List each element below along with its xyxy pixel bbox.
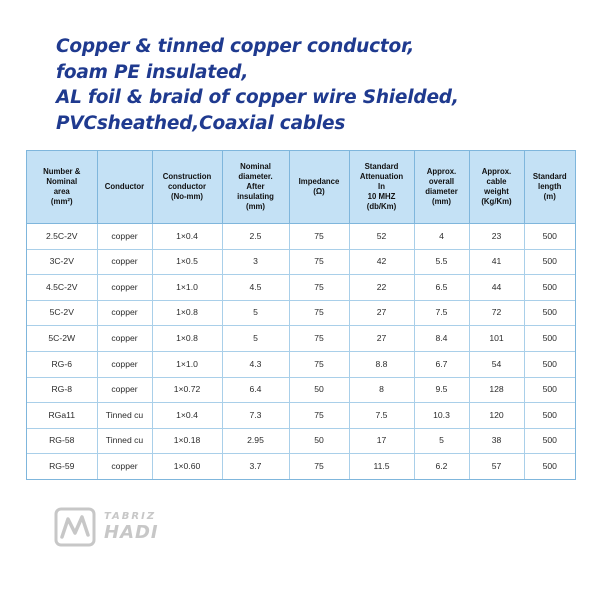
table-cell: 50	[289, 377, 349, 403]
table-cell: 27	[349, 300, 414, 326]
column-header-line: diameter	[425, 187, 458, 196]
table-cell: 3	[222, 249, 289, 275]
column-header-line: diameter.	[238, 172, 273, 181]
column-header-line: (mm)	[431, 197, 452, 206]
table-cell: 4	[414, 224, 469, 250]
column-header-line: (db/Km)	[366, 202, 397, 211]
table-cell: 8.4	[414, 326, 469, 352]
column-header-line: 10 MHZ	[367, 192, 396, 201]
column-header	[469, 151, 524, 224]
table-cell: copper	[97, 454, 152, 479]
table-cell: 5C-2W	[27, 326, 97, 352]
table-cell: 1×0.4	[152, 403, 222, 429]
column-header	[524, 151, 575, 224]
table-cell: copper	[97, 249, 152, 275]
table-cell: 41	[469, 249, 524, 275]
table-cell: copper	[97, 224, 152, 250]
column-header	[27, 151, 97, 224]
table-cell: 22	[349, 275, 414, 301]
table-cell: 4.5	[222, 275, 289, 301]
logo-mark-icon	[54, 507, 96, 547]
table-cell: 7.5	[349, 403, 414, 429]
table-cell: 6.7	[414, 351, 469, 377]
table-cell: 8.8	[349, 351, 414, 377]
column-header-line: Attenuation	[359, 172, 404, 181]
table-cell: RGa11	[27, 403, 97, 429]
brand-logo	[54, 507, 184, 547]
column-header-line: Impedance	[298, 177, 340, 186]
column-header-line: Conductor	[104, 182, 145, 191]
column-header-line: cable	[486, 177, 507, 186]
table-cell: 6.5	[414, 275, 469, 301]
table-cell: 6.4	[222, 377, 289, 403]
table-cell: 2.5C-2V	[27, 224, 97, 250]
table-cell: 3C-2V	[27, 249, 97, 275]
table-header-row	[27, 151, 575, 224]
column-header-line: weight	[484, 187, 509, 196]
column-header-line: Nominal	[240, 162, 271, 171]
column-header-line: (No-mm)	[170, 192, 204, 201]
table-cell: 1×0.18	[152, 428, 222, 454]
table-cell: 4.3	[222, 351, 289, 377]
table-cell: 128	[469, 377, 524, 403]
table-cell: 5	[222, 300, 289, 326]
table-cell: 1×0.8	[152, 300, 222, 326]
title-line: AL foil & braid of copper wire Shielded,	[56, 87, 459, 108]
table-cell: 1×0.5	[152, 249, 222, 275]
column-header-line: (Ω)	[313, 187, 325, 196]
table-cell: copper	[97, 326, 152, 352]
table-cell: 120	[469, 403, 524, 429]
table-cell: 4.5C-2V	[27, 275, 97, 301]
table-cell: 7.5	[414, 300, 469, 326]
column-header-line: overall	[428, 177, 455, 186]
table-cell: Tinned cu	[97, 428, 152, 454]
column-header-line: Standard	[364, 162, 399, 171]
spec-table-container	[26, 150, 576, 480]
table-cell: 54	[469, 351, 524, 377]
table-cell: 6.2	[414, 454, 469, 479]
table-row	[27, 351, 575, 377]
table-cell: 57	[469, 454, 524, 479]
table-cell: 500	[524, 300, 575, 326]
table-cell: RG-8	[27, 377, 97, 403]
table-cell: 75	[289, 275, 349, 301]
table-cell: 500	[524, 428, 575, 454]
column-header-line: (m)	[543, 192, 556, 201]
page-title	[56, 34, 586, 136]
title-line: PVCsheathed,Coaxial cables	[56, 112, 346, 134]
column-header	[222, 151, 289, 224]
table-cell: 75	[289, 326, 349, 352]
table-cell: 1×1.0	[152, 351, 222, 377]
column-header-line: insulating	[237, 192, 274, 201]
column-header	[289, 151, 349, 224]
table-row	[27, 300, 575, 326]
table-cell: 5	[414, 428, 469, 454]
table-cell: 3.7	[222, 454, 289, 479]
table-cell: 75	[289, 403, 349, 429]
table-cell: 7.3	[222, 403, 289, 429]
table-row	[27, 249, 575, 275]
column-header-line: Number &	[43, 167, 81, 176]
table-cell: 500	[524, 275, 575, 301]
table-cell: 72	[469, 300, 524, 326]
table-row	[27, 326, 575, 352]
table-cell: 500	[524, 351, 575, 377]
table-cell: 1×0.4	[152, 224, 222, 250]
table-cell: 9.5	[414, 377, 469, 403]
table-cell: 5.5	[414, 249, 469, 275]
column-header-line: Construction	[162, 172, 212, 181]
table-cell: 500	[524, 326, 575, 352]
table-cell: copper	[97, 275, 152, 301]
table-cell: 500	[542, 460, 557, 471]
logo-text	[104, 511, 159, 543]
table-cell: copper	[97, 377, 152, 403]
column-header	[152, 151, 222, 224]
table-cell: 500	[524, 377, 575, 403]
table-cell: 500	[524, 403, 575, 429]
column-header	[97, 151, 152, 224]
table-row	[27, 224, 575, 250]
table-cell: 8	[349, 377, 414, 403]
table-cell: 2.95	[222, 428, 289, 454]
table-cell: Tinned cu	[97, 403, 152, 429]
table-cell: 42	[349, 249, 414, 275]
column-header-line: After	[246, 182, 265, 191]
table-cell: RG-58	[27, 428, 97, 454]
table-cell: 23	[469, 224, 524, 250]
table-cell: 1×0.60	[152, 454, 222, 479]
column-header-line: (mm²)	[50, 197, 73, 206]
table-cell: 27	[349, 326, 414, 352]
table-cell: 5	[222, 326, 289, 352]
title-line: Copper & tinned copper conductor,	[56, 36, 415, 57]
table-cell: 52	[349, 224, 414, 250]
table-cell: 5C-2V	[27, 300, 97, 326]
table-cell: 75	[289, 454, 349, 479]
table-row	[27, 428, 575, 454]
title-line: foam PE insulated,	[56, 61, 249, 83]
table-cell: copper	[97, 351, 152, 377]
table-cell: 500	[524, 249, 575, 275]
table-row	[27, 275, 575, 301]
column-header-line: Approx.	[426, 167, 457, 176]
column-header-line: Standard	[532, 172, 567, 181]
table-cell: 75	[289, 351, 349, 377]
table-cell: 44	[469, 275, 524, 301]
column-header	[414, 151, 469, 224]
table-cell: 101	[469, 326, 524, 352]
column-header-line: Approx.	[481, 167, 512, 176]
spec-table	[27, 151, 575, 479]
table-row	[27, 377, 575, 403]
table-cell: 10.3	[414, 403, 469, 429]
table-row	[27, 403, 575, 429]
column-header-line: area	[53, 187, 70, 196]
table-cell: 75	[289, 249, 349, 275]
table-cell: copper	[97, 300, 152, 326]
table-cell: 500	[524, 224, 575, 250]
table-cell: 11.5	[349, 454, 414, 479]
table-cell: 2.5	[222, 224, 289, 250]
table-cell: 75	[289, 224, 349, 250]
table-cell: 1×1.0	[152, 275, 222, 301]
table-cell: 1×0.72	[152, 377, 222, 403]
logo-line-2: HADI	[104, 522, 159, 543]
column-header-line: In	[378, 182, 385, 191]
column-header	[349, 151, 414, 224]
table-row	[27, 454, 575, 479]
table-cell: RG-59	[27, 454, 97, 479]
table-cell: 75	[289, 300, 349, 326]
table-cell: 38	[469, 428, 524, 454]
column-header-line: (mm)	[245, 202, 266, 211]
column-header-line: conductor	[167, 182, 207, 191]
logo-line-1: TABRIZ	[104, 511, 157, 522]
table-body	[27, 224, 575, 479]
table-cell: RG-6	[27, 351, 97, 377]
table-cell: 50	[289, 428, 349, 454]
column-header-line: length	[538, 182, 562, 191]
table-cell: 17	[349, 428, 414, 454]
column-header-line: Nominal	[46, 177, 78, 186]
column-header-line: (Kg/Km)	[481, 197, 512, 206]
table-cell: 1×0.8	[152, 326, 222, 352]
